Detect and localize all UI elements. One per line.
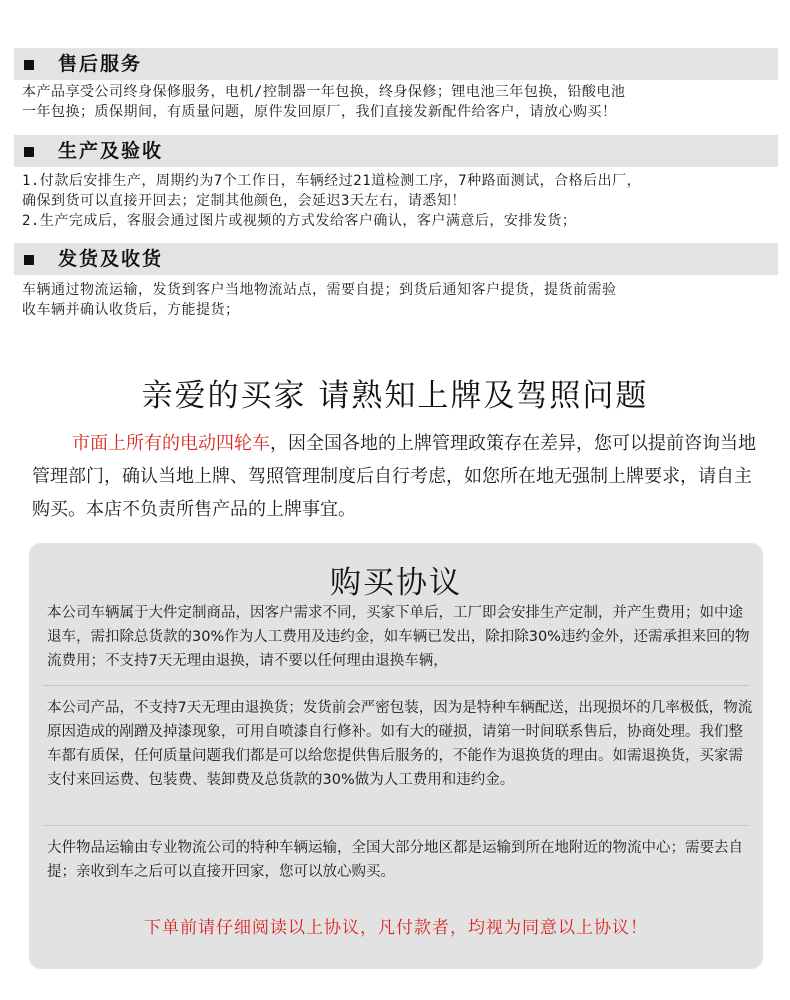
production-text <box>22 171 774 231</box>
shipping-line: 车辆通过物流运输，发货到客户当地物流站点，需要自提；到货后通知客户提货，提货前需验 <box>22 282 617 298</box>
agreement-divider <box>43 825 749 826</box>
purchase-agreement-panel <box>29 543 763 969</box>
agreement-paragraph: 大件物品运输由专业物流公司的特种车辆运输，全国大部分地区都是运输到所在地附近的物流中心；需要去自提；亲收到车之后可以直接开回家，您可以放心购买。 <box>47 840 743 880</box>
shipping-line: 收车辆并确认收货后，方能提货； <box>22 302 240 318</box>
agreement-title: 购买协议 <box>330 565 462 601</box>
after-sales-line: 本产品享受公司终身保修服务，电机/控制器一年包换，终身保修；锂电池三年包换，铅酸电池 <box>22 84 626 100</box>
square-bullet-icon <box>24 255 34 265</box>
license-heading: 亲爱的买家 请熟知上牌及驾照问题 <box>141 378 649 414</box>
shipping-text <box>22 280 774 320</box>
agreement-divider <box>43 685 749 686</box>
after-sales-line: 一年包换；质保期间，有质量问题，原件发回原厂，我们直接发新配件给客户，请放心购买！ <box>22 104 617 120</box>
license-highlight: 市面上所有的电动四轮车 <box>72 433 270 454</box>
production-line: 1.付款后安排生产，周期约为7个工作日，车辆经过21道检测工序，7种路面测试，合格后出厂， <box>22 173 642 189</box>
production-header <box>14 135 778 167</box>
after-sales-title: 售后服务 <box>58 53 143 75</box>
agreement-paragraph: 本公司产品，不支持7天无理由退换货；发货前会严密包装，因为是特种车辆配送，出现损坏的几率极低，物流原因造成的剐蹭及掉漆现象，可用自喷漆自行修补。如有大的碰损，请第一时间联系售后，协商处理。我们整车都有质保，任何质量问题我们都是可以给您提供售后服务的，不能作为退换货的理由。如需退换货，买家需支付来回运费、包装费、装卸费及总货款的30%做为人工费用和违约金。 <box>47 700 753 788</box>
agreement-paragraph: 本公司车辆属于大件定制商品，因客户需求不同，买家下单后，工厂即会安排生产定制，并产生费用；如中途退车，需扣除总货款的30%作为人工费用及违约金，如车辆已发出，除扣除30%违约金外，还需承担来回的物流费用；不支持7天无理由退换，请不要以任何理由退换车辆， <box>47 605 750 669</box>
license-notice-text <box>32 427 762 526</box>
square-bullet-icon <box>24 147 34 157</box>
production-line: 2.生产完成后，客服会通过图片或视频的方式发给客户确认，客户满意后，安排发货； <box>22 213 577 229</box>
agreement-warning: 下单前请仔细阅读以上协议，凡付款者，均视为同意以上协议！ <box>144 918 648 938</box>
production-title: 生产及验收 <box>58 140 164 162</box>
production-line: 确保到货可以直接开回去；定制其他颜色，会延迟3天左右，请悉知！ <box>22 193 466 209</box>
square-bullet-icon <box>24 60 34 70</box>
after-sales-header <box>14 48 778 80</box>
license-body: ，因全国各地的上牌管理政策存在差异，您可以提前咨询当地管理部门，确认当地上牌、驾照管理制度后自行考虑，如您所在地无强制上牌要求，请自主购买。本店不负责所售产品的上牌事宜。 <box>32 433 756 520</box>
after-sales-text <box>22 82 774 122</box>
shipping-title: 发货及收货 <box>58 248 164 270</box>
shipping-header <box>14 243 778 275</box>
